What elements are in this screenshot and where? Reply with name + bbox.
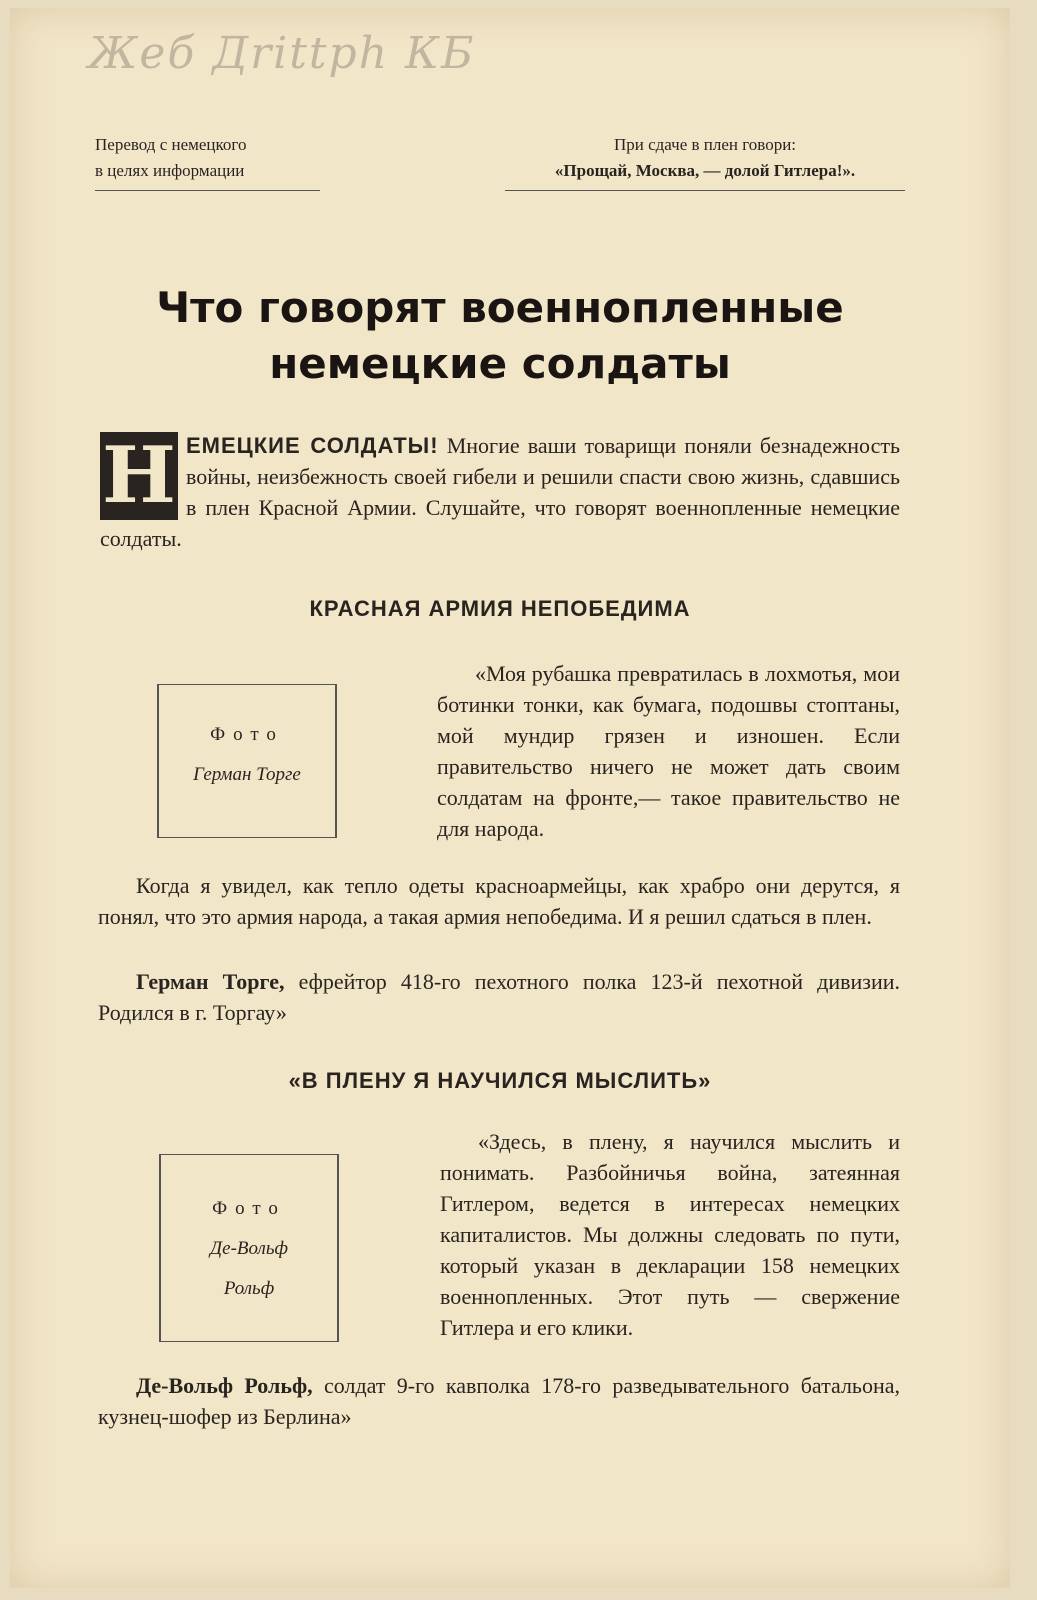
intro-text: Многие ваши товарищи поняли безнадежность войны, неизбежность своей гибели и решили спасти свою жизнь, сдавшись в плен Красной Армии. Слушайте, что говорят военнопленные немецкие солдаты. <box>100 433 900 551</box>
section1-heading: КРАСНАЯ АРМИЯ НЕПОБЕДИМА <box>309 596 691 621</box>
section2-photo-label: Фото <box>212 1198 286 1219</box>
intro-paragraph <box>100 430 900 554</box>
drop-cap: Н <box>100 432 178 520</box>
section2-signature <box>98 1370 900 1432</box>
header-right-line1: При сдаче в плен говори: <box>613 135 797 154</box>
handwritten-note: Жеб Дrittph КБ <box>88 28 476 79</box>
title-line2: немецкие солдаты <box>269 339 731 388</box>
section2-sig-text: солдат 9-го кавполка 178-го разведывательного батальона, кузнец-шофер из Берлина» <box>98 1373 900 1429</box>
section2-heading: «В ПЛЕНУ Я НАУЧИЛСЯ МЫСЛИТЬ» <box>288 1068 712 1093</box>
title-line1: Что говорят военнопленные <box>156 283 844 332</box>
section1-sig-name: Герман Торге, <box>136 969 285 994</box>
section1-signature <box>98 966 900 1028</box>
header-left <box>95 132 320 191</box>
header-right <box>505 132 905 191</box>
section2-photo-placeholder <box>159 1154 339 1342</box>
section2-photo-caption-line1: Де-Вольф <box>210 1238 288 1259</box>
section1-quote-cont: Когда я увидел, как тепло одеты красноармейцы, как храбро они дерутся, я понял, что это армия народа, а такая армия непобедима. И я решил сдаться в плен. <box>98 873 900 929</box>
surrender-slogan: «Прощай, Москва, — долой Гитлера!». <box>554 161 856 180</box>
section1-quote-side: «Моя рубашка превратилась в лохмотья, мои ботинки тонки, как бумага, подошвы стоптаны, мой мундир грязен и изношен. Если правительство ничего не может дать своим солдатам на фронте,— такое правительство не для народа. <box>437 661 900 841</box>
intro-lead: ЕМЕЦКИЕ СОЛДАТЫ! <box>186 433 439 458</box>
section1-photo-placeholder <box>157 684 337 838</box>
page-title <box>60 280 940 392</box>
section1-photo-caption: Герман Торге <box>193 764 301 785</box>
section2-quote-side: «Здесь, в плену, я научился мыслить и понимать. Разбойничья война, затеянная Гитлером, ведется в интересах немецких капиталистов. Мы должны следовать по пути, который указан в декларации 158 немецких военнопленных. Этот путь — свержение Гитлера и его клики. <box>440 1129 900 1340</box>
section2-photo-caption-line2: Рольф <box>223 1278 275 1299</box>
section1-photo-label: Фото <box>210 724 284 745</box>
section1-sig-text: ефрейтор 418-го пехотного полка 123-й пехотной дивизии. Родился в г. Торгау» <box>98 969 901 1025</box>
header-left-line2: в целях информации <box>95 161 245 180</box>
section2-sig-name: Де-Вольф Рольф, <box>136 1373 313 1398</box>
header-left-line1: Перевод с немецкого <box>95 135 247 154</box>
